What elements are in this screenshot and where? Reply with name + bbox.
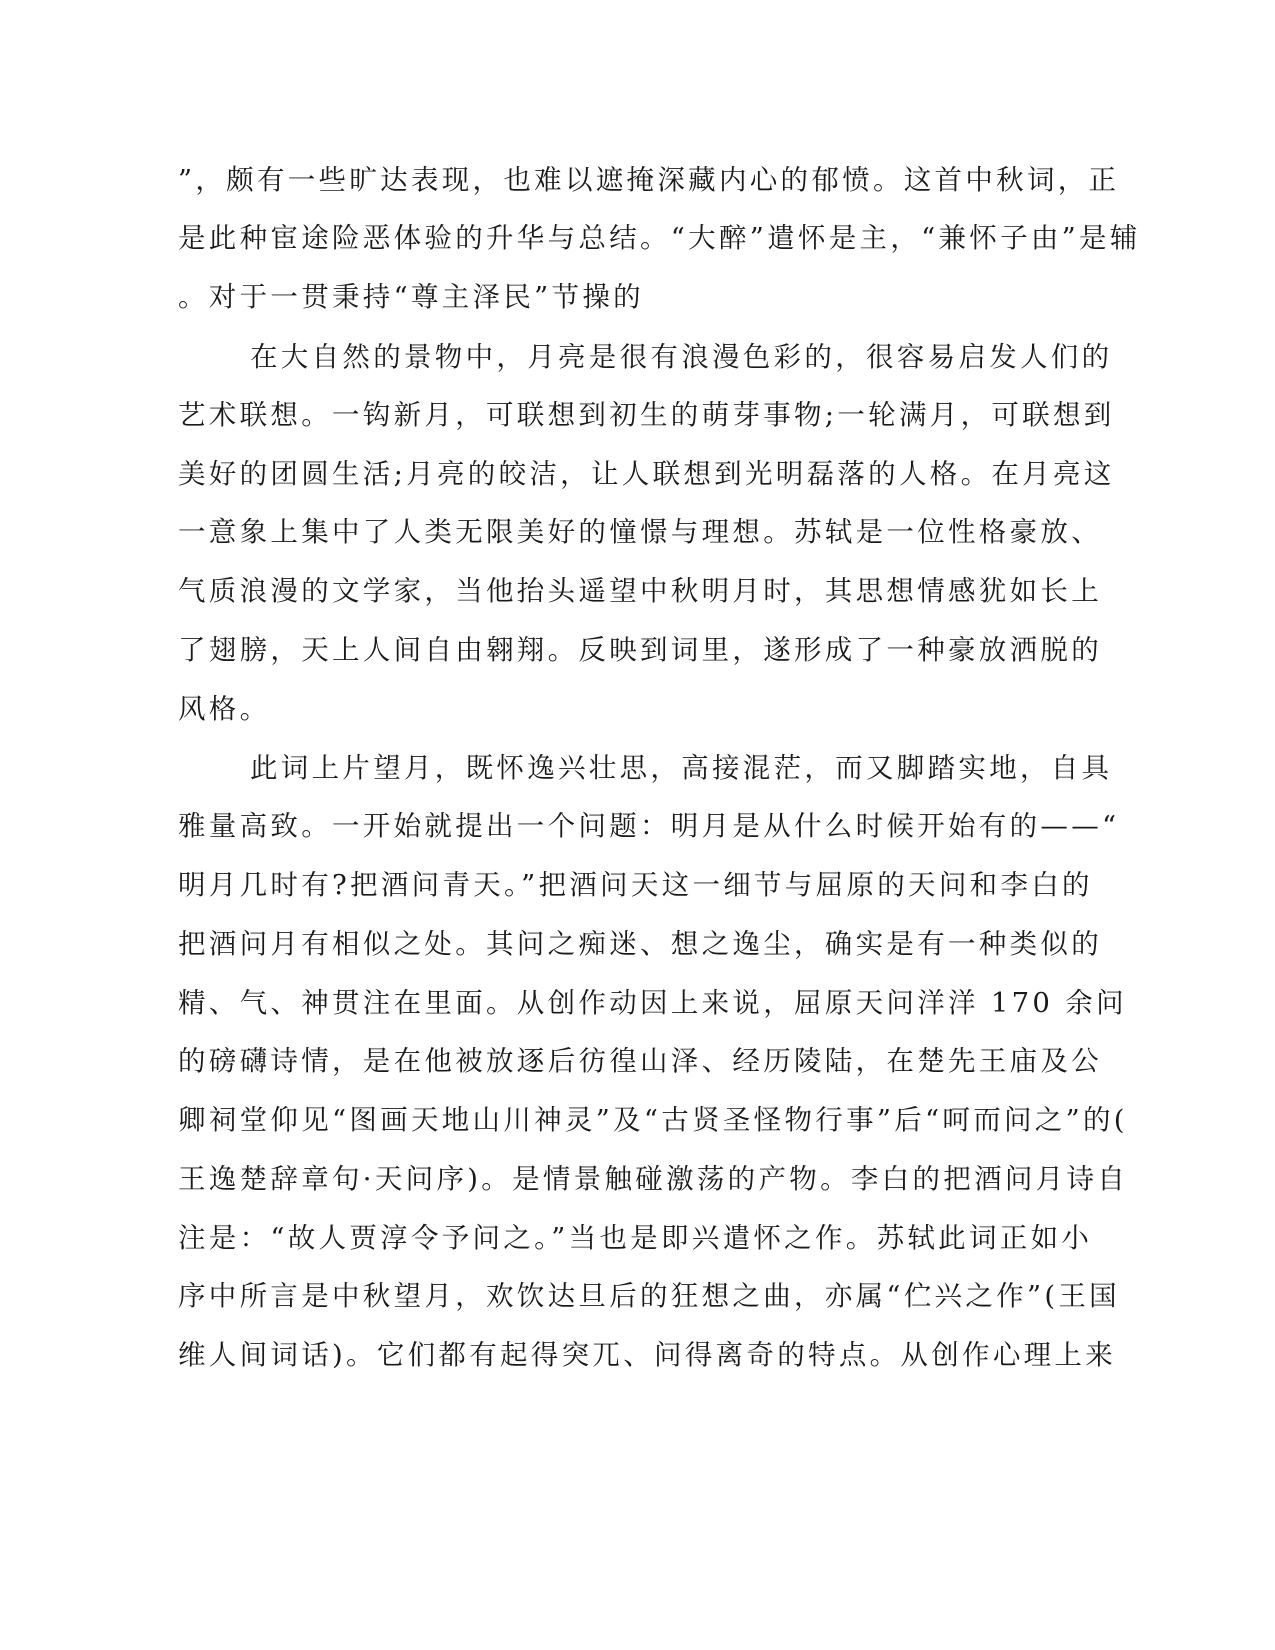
text-line: 维人间词话)。它们都有起得突兀、问得离奇的特点。从创作心理上来 [178, 1339, 1117, 1371]
text-line: 注是：“故人贾淳令予问之。”当也是即兴遣怀之作。苏轼此词正如小 [178, 1222, 1093, 1254]
text-line: 气质浪漫的文学家，当他抬头遥望中秋明月时，其思想情感犹如长上 [178, 575, 1102, 607]
text-line: 明月几时有?把酒问青天。”把酒问天这一细节与屈原的天问和李白的 [178, 869, 1093, 901]
text-line: 艺术联想。一钩新月，可联想到初生的萌芽事物;一轮满月，可联想到 [178, 399, 1115, 431]
text-line: 卿祠堂仰见“图画天地山川神灵”及“古贤圣怪物行事”后“呵而问之”的( [178, 1104, 1128, 1136]
text-line: 的磅礴诗情，是在他被放逐后彷徨山泽、经历陵陆，在楚先王庙及公 [178, 1045, 1102, 1077]
text-line: 雅量高致。一开始就提出一个问题：明月是从什么时候开始有的——“ [178, 810, 1120, 842]
text-line: ”，颇有一些旷达表现，也难以遮掩深藏内心的郁愤。这首中秋词，正 [178, 164, 1120, 196]
text-line: 此词上片望月，既怀逸兴壮思，高接混茫，而又脚踏实地，自具 [250, 752, 1113, 784]
text-line: 了翅膀，天上人间自由翱翔。反映到词里，遂形成了一种豪放洒脱的 [178, 634, 1102, 666]
text-line: 风格。 [178, 693, 271, 725]
text-line: 精、气、神贯注在里面。从创作动因上来说，屈原天问洋洋 170 余问 [178, 987, 1127, 1019]
text-line: 一意象上集中了人类无限美好的憧憬与理想。苏轼是一位性格豪放、 [178, 516, 1102, 548]
text-line: 在大自然的景物中，月亮是很有浪漫色彩的，很容易启发人们的 [250, 341, 1113, 373]
text-line: 把酒问月有相似之处。其问之痴迷、想之逸尘，确实是有一种类似的 [178, 928, 1102, 960]
text-line: 序中所言是中秋望月，欢饮达旦后的狂想之曲，亦属“伫兴之作”(王国 [178, 1280, 1120, 1312]
text-line: 王逸楚辞章句·天问序)。是情景触碰激荡的产物。李白的把酒问月诗自 [178, 1163, 1129, 1195]
text-line: 是此种宦途险恶体验的升华与总结。“大醉”遣怀是主，“兼怀子由”是辅 [178, 222, 1141, 254]
text-line: 美好的团圆生活;月亮的皎洁，让人联想到光明磊落的人格。在月亮这 [178, 458, 1115, 490]
text-line: 。对于一贯秉持“尊主泽民”节操的 [178, 281, 644, 313]
